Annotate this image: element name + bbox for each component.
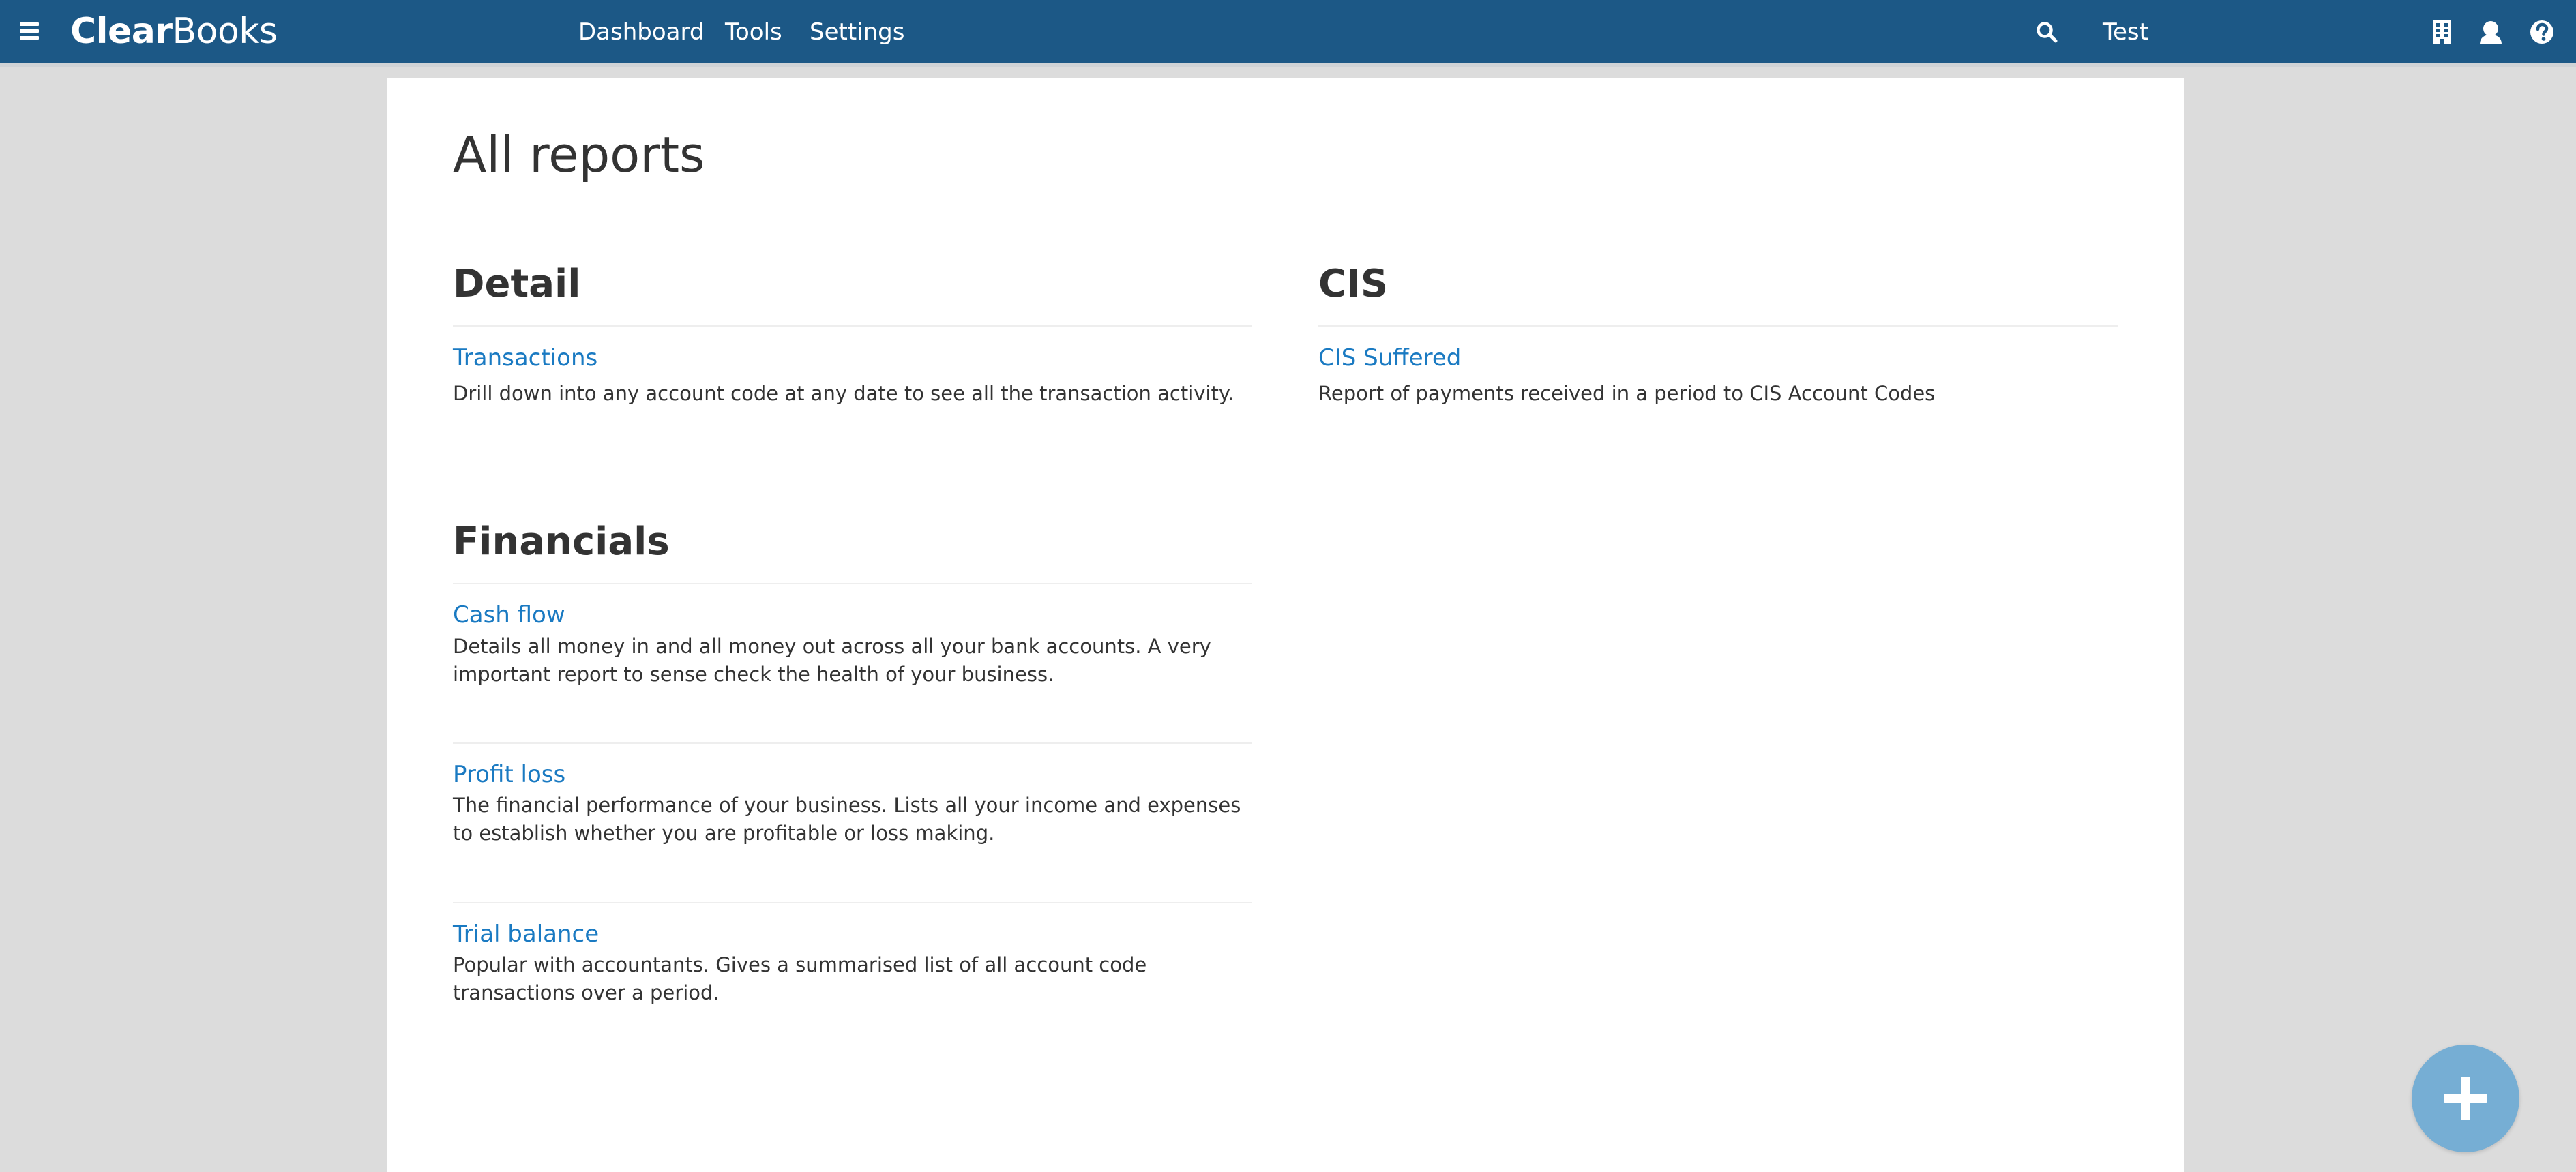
section-title-financials: Financials — [453, 520, 670, 564]
report-description-profit-loss: The financial performance of your business. Lists all your income and expenses to establish whether you are profitable or loss making. — [453, 794, 1241, 845]
clearbooks-logo[interactable] — [70, 10, 278, 53]
top-navigation-bar — [0, 0, 2576, 63]
nav-tools[interactable]: Tools — [725, 18, 782, 46]
report-divider — [453, 742, 1252, 744]
section-title-detail: Detail — [453, 262, 581, 306]
help-icon[interactable] — [2530, 20, 2554, 44]
logo-text-books: Books — [172, 11, 278, 52]
section-divider — [453, 325, 1252, 327]
section-financials — [453, 517, 1252, 1104]
report-link-trial-balance[interactable]: Trial balance — [453, 920, 599, 948]
search-icon[interactable] — [2036, 21, 2058, 43]
user-icon[interactable] — [2478, 20, 2503, 44]
building-icon[interactable] — [2433, 20, 2451, 44]
logo-text-clear: Clear — [70, 11, 173, 52]
report-description-cash-flow: Details all money in and all money out across all your bank accounts. A very important report to sense check the health of your business. — [453, 635, 1211, 686]
report-link-cash-flow[interactable]: Cash flow — [453, 601, 565, 629]
section-cis — [1318, 260, 2118, 405]
report-description-cis-suffered: Report of payments received in a period to CIS Account Codes — [1318, 382, 1936, 405]
section-title-cis: CIS — [1318, 262, 1389, 306]
section-divider — [1318, 325, 2118, 327]
header-shadow-strip — [0, 63, 2576, 67]
report-link-profit-loss[interactable]: Profit loss — [453, 761, 566, 788]
reports-card — [387, 78, 2184, 1172]
report-divider — [453, 902, 1252, 903]
page-title: All reports — [453, 126, 705, 183]
add-button[interactable] — [2412, 1045, 2519, 1152]
section-divider — [453, 583, 1252, 584]
report-description-trial-balance: Popular with accountants. Gives a summarised list of all account code transactions over a period. — [453, 953, 1147, 1004]
company-name[interactable]: Test — [2103, 18, 2148, 46]
report-link-transactions[interactable]: Transactions — [453, 344, 598, 372]
menu-icon[interactable] — [20, 22, 39, 39]
nav-settings[interactable]: Settings — [810, 18, 905, 46]
report-description-transactions: Drill down into any account code at any date to see all the transaction activity. — [453, 382, 1234, 405]
report-link-cis-suffered[interactable]: CIS Suffered — [1318, 344, 1462, 372]
section-detail — [453, 260, 1252, 405]
nav-dashboard[interactable]: Dashboard — [578, 18, 705, 46]
